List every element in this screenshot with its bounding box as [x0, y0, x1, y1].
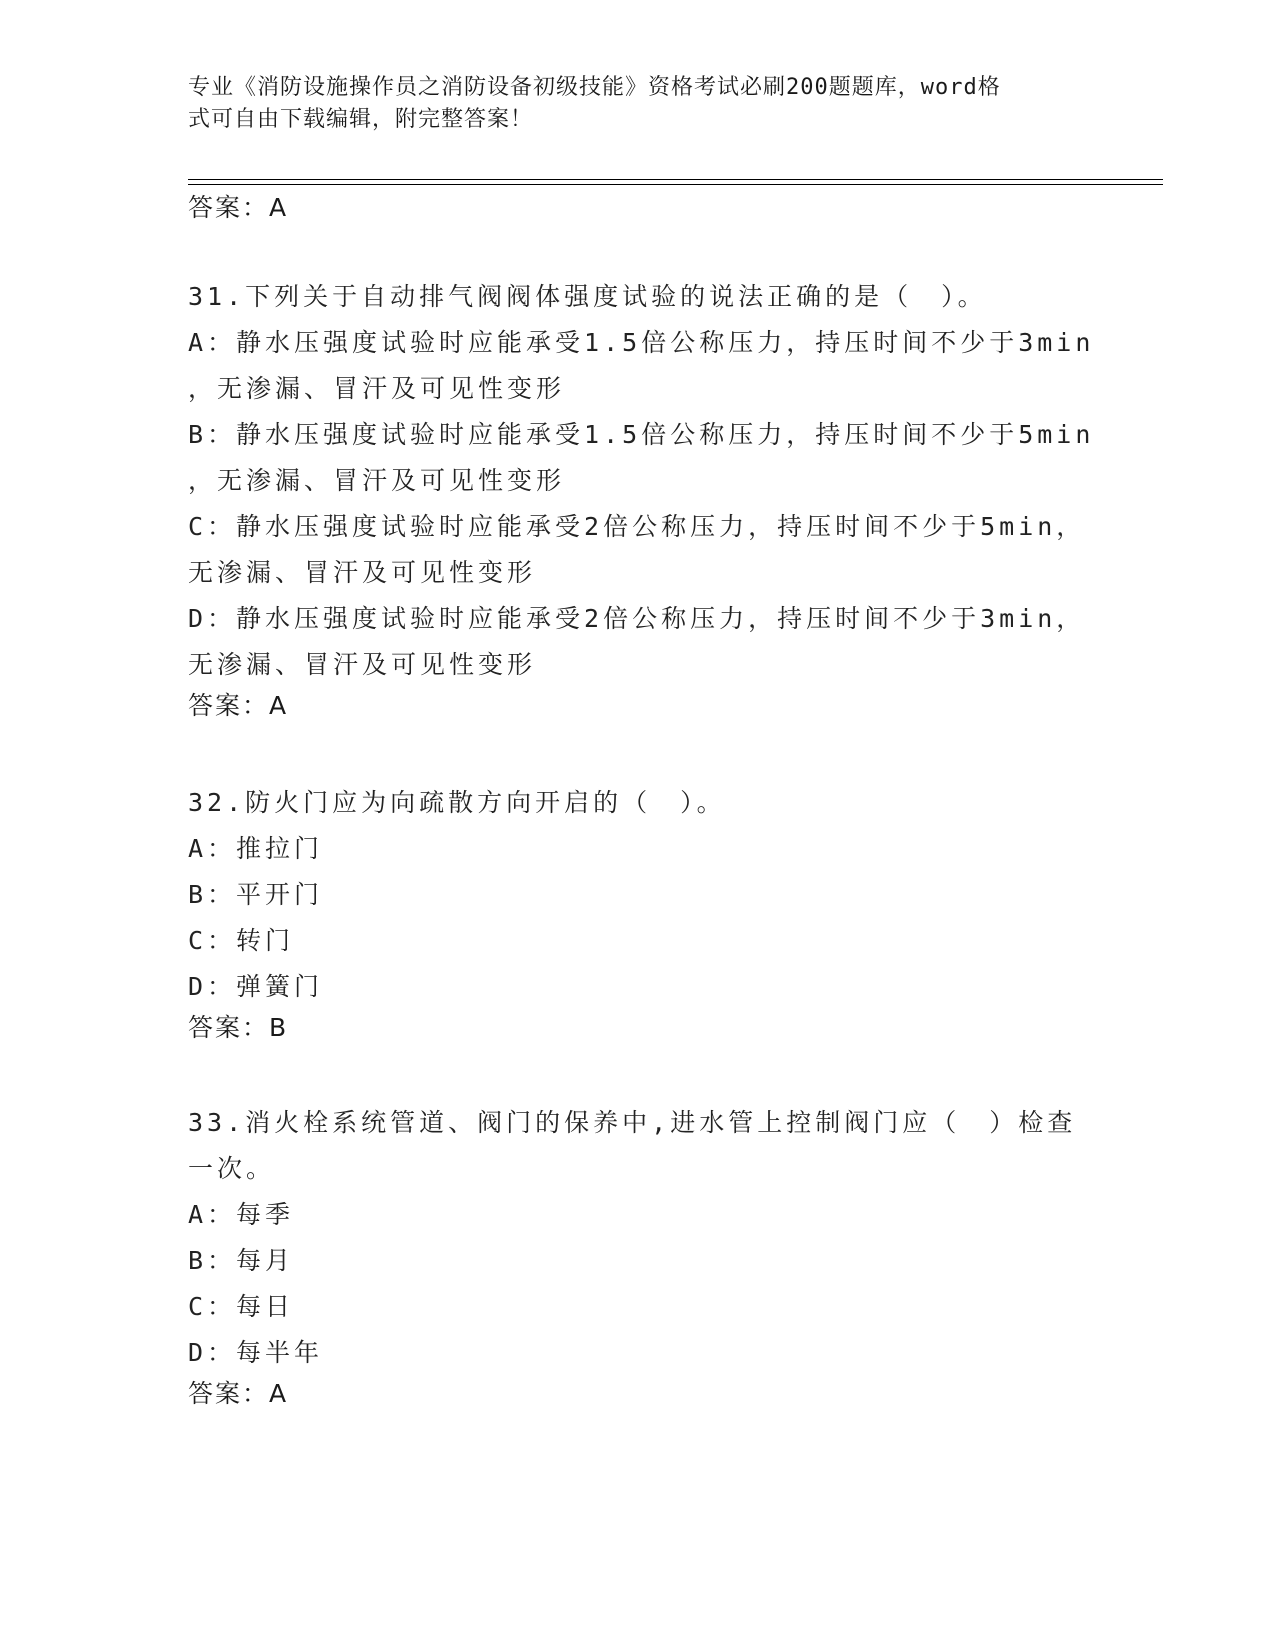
option-c: C：转门 [188, 926, 295, 955]
option-b-cont: ，无渗漏、冒汗及可见性变形 [188, 466, 566, 495]
option-a: A：静水压强度试验时应能承受1.5倍公称压力，持压时间不少于3min [188, 328, 1095, 357]
option-b: B：平开门 [188, 880, 324, 909]
header-rule-top [188, 179, 1163, 180]
document-header [188, 72, 1088, 136]
option-a: A：每季 [188, 1200, 295, 1229]
header-rule-bottom [188, 184, 1163, 185]
question-stem: 31.下列关于自动排气阀阀体强度试验的说法正确的是（ ）。 [188, 282, 987, 311]
question-32 [188, 780, 1088, 1046]
question-31 [188, 274, 1095, 724]
header-line-1: 专业《消防设施操作员之消防设备初级技能》资格考试必刷200题题库，word格 [188, 75, 1001, 100]
option-a: A：推拉门 [188, 834, 324, 863]
option-c: C：每日 [188, 1292, 295, 1321]
option-b: B：每月 [188, 1246, 295, 1275]
question-33 [188, 1100, 1088, 1412]
answer: 答案：A [188, 1379, 289, 1408]
question-stem: 32.防火门应为向疏散方向开启的（ ）。 [188, 788, 726, 817]
answer: 答案：A [188, 691, 289, 720]
previous-answer: 答案：A [188, 193, 289, 222]
header-line-2: 式可自由下载编辑，附完整答案！ [188, 107, 534, 132]
question-stem: 33.消火栓系统管道、阀门的保养中,进水管上控制阀门应（ ）检查 [188, 1108, 1077, 1137]
option-a-cont: ，无渗漏、冒汗及可见性变形 [188, 374, 566, 403]
option-d: D：静水压强度试验时应能承受2倍公称压力，持压时间不少于3min， [188, 604, 1086, 633]
option-c-cont: 无渗漏、冒汗及可见性变形 [188, 558, 537, 587]
option-b: B：静水压强度试验时应能承受1.5倍公称压力，持压时间不少于5min [188, 420, 1095, 449]
option-d: D：弹簧门 [188, 972, 324, 1001]
option-d-cont: 无渗漏、冒汗及可见性变形 [188, 650, 537, 679]
option-c: C：静水压强度试验时应能承受2倍公称压力，持压时间不少于5min， [188, 512, 1086, 541]
answer: 答案：B [188, 1013, 289, 1042]
option-d: D：每半年 [188, 1338, 324, 1367]
question-stem-cont: 一次。 [188, 1154, 276, 1183]
